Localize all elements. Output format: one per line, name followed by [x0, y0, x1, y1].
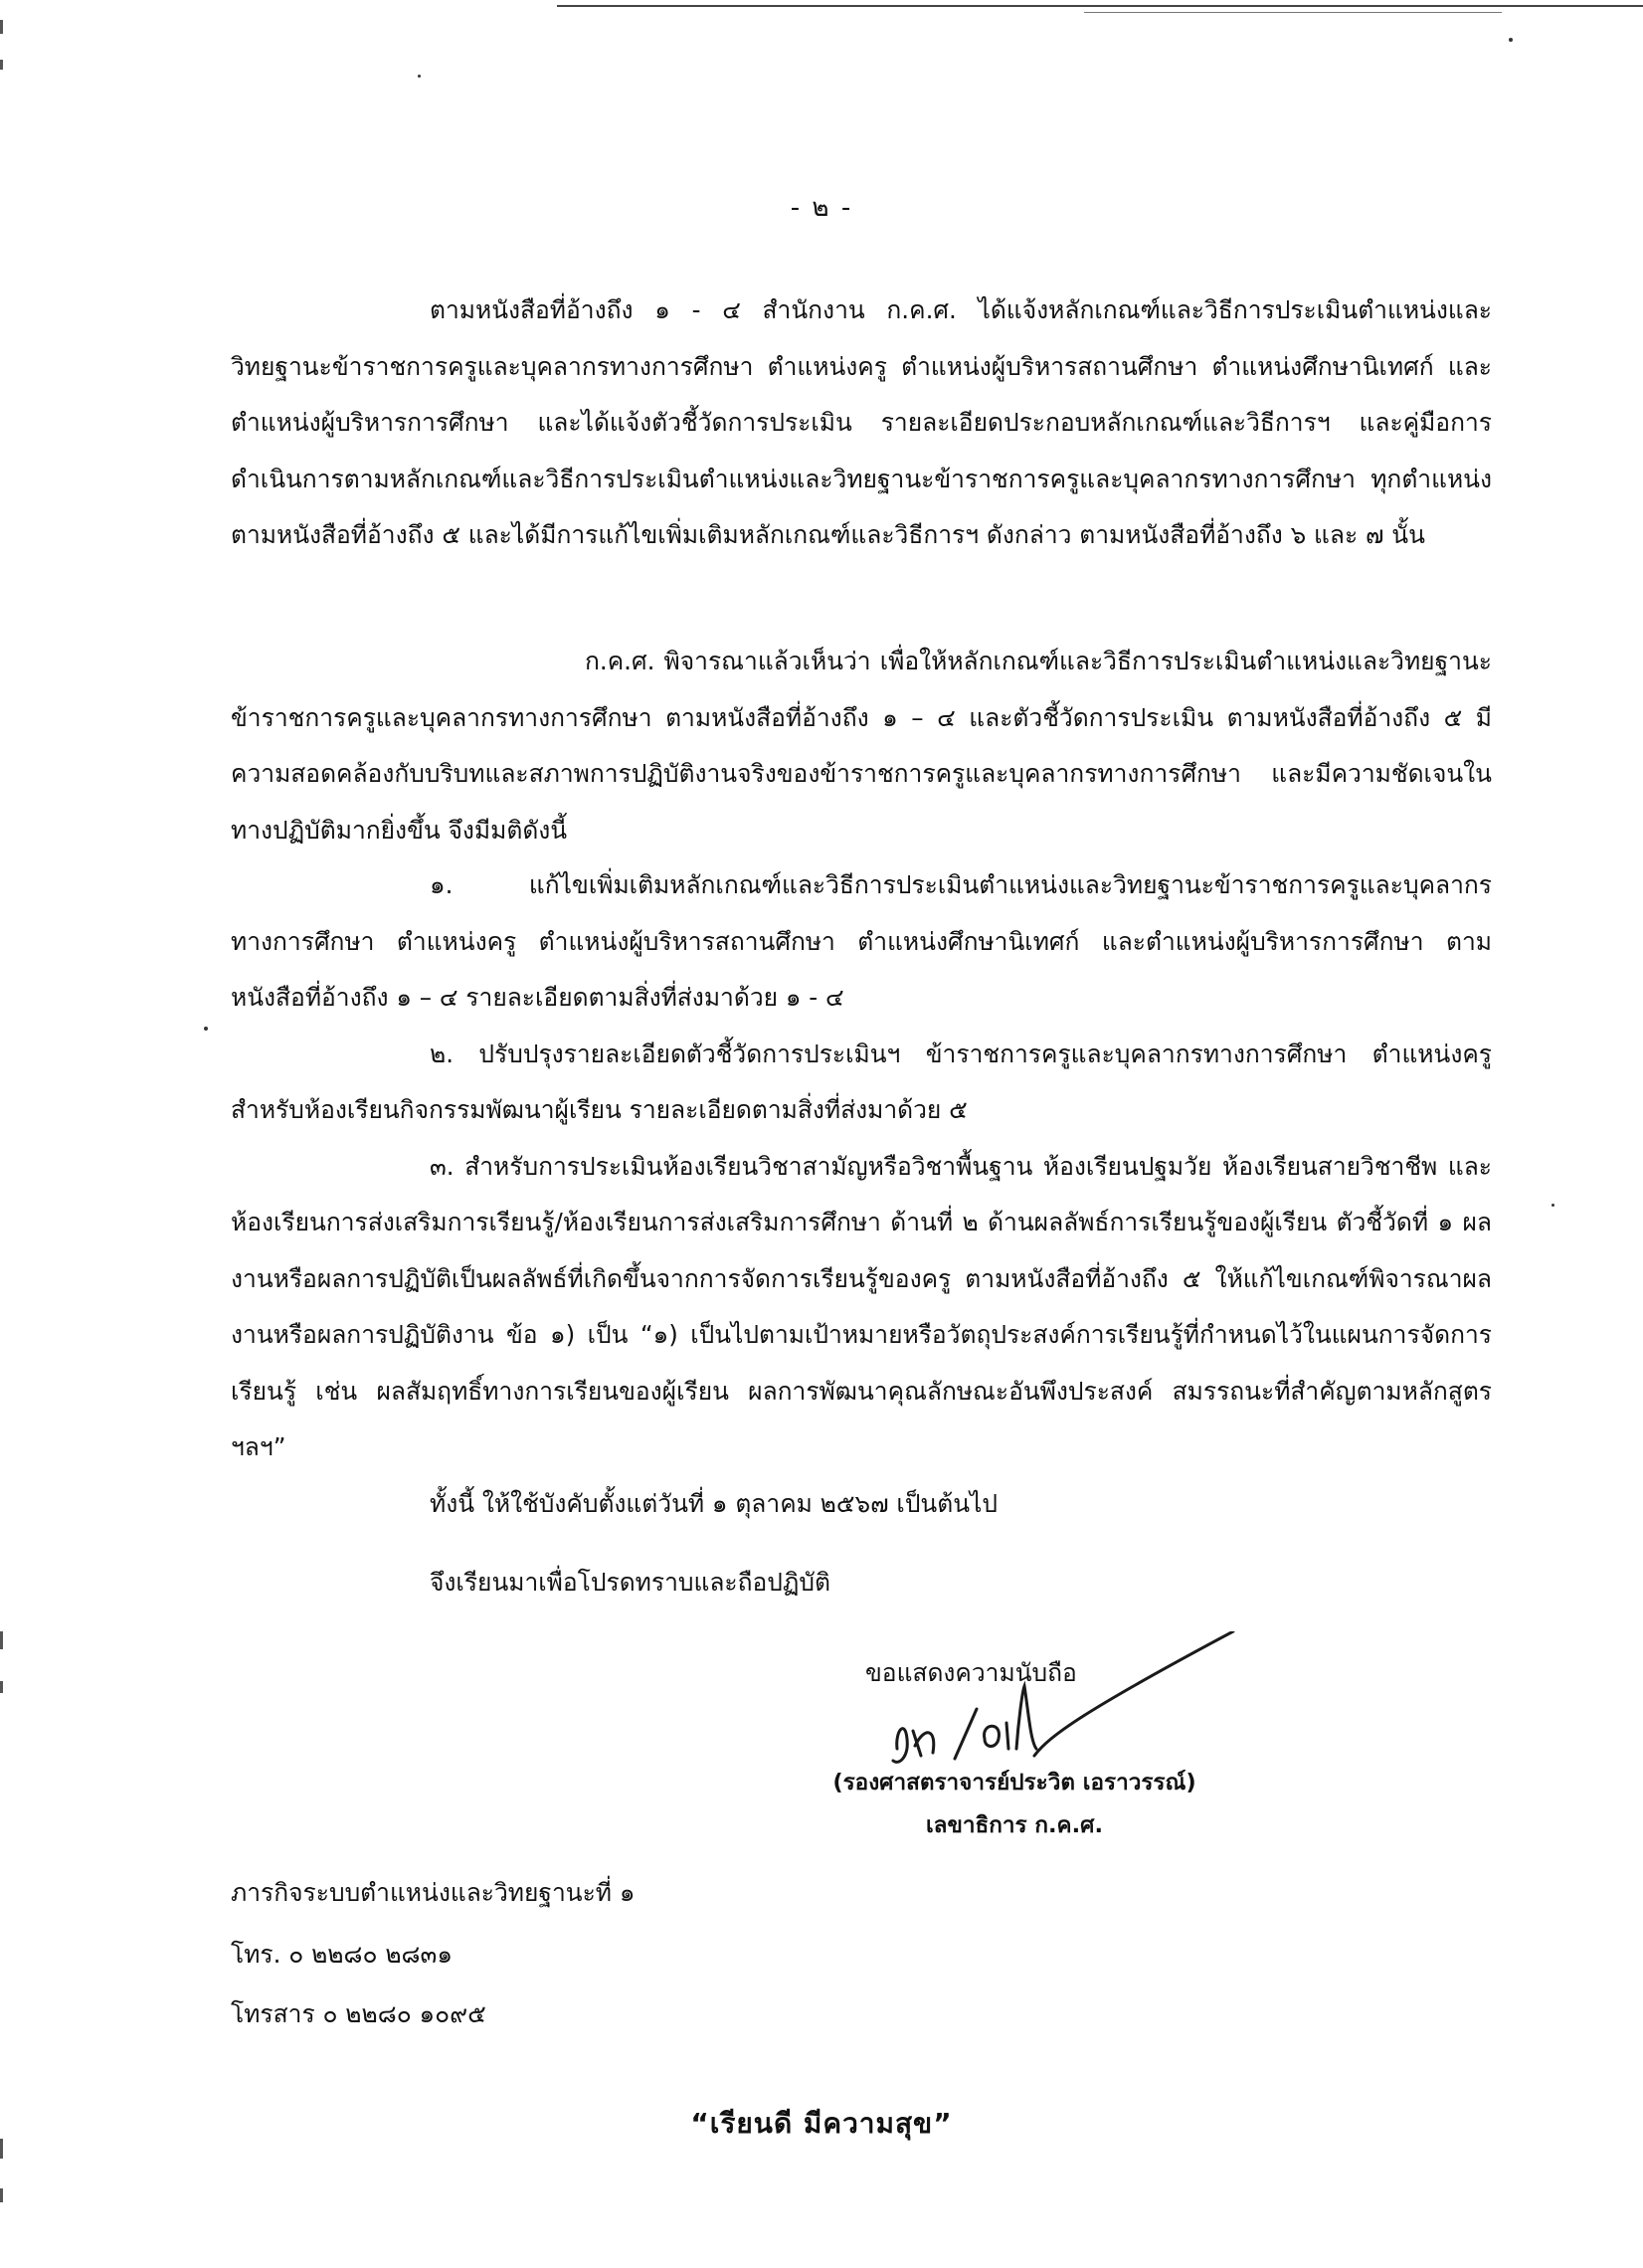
top-border-line-secondary — [1084, 12, 1502, 13]
scan-edge-mark — [0, 2188, 3, 2202]
resolution-item-3: ๓. สำหรับการประเมินห้องเรียนวิชาสามัญหรือวิชาพื้นฐาน ห้องเรียนปฐมวัย ห้องเรียนสายวิชาชีพ และห้องเรียนการส่งเสริมการเรียนรู้/ห้องเรียนการส่งเสริมการศึกษา ด้านที่ ๒ ด้านผลลัพธ์การเรียนรู้ของผู้เรียน ตัวชี้วัดที่ ๑ ผลงานหรือผลการปฏิบัติเป็นผลลัพธ์ที่เกิดขึ้นจากการจัดการเรียนรู้ของครู ตามหนังสือที่อ้างถึง ๕ ให้แก้ไขเกณฑ์พิจารณาผลงานหรือผลการปฏิบัติงาน ข้อ ๑) เป็น “๑) เป็นไปตามเป้าหมายหรือวัตถุประสงค์การเรียนรู้ที่กำหนดไว้ในแผนการจัดการเรียนรู้ เช่น ผลสัมฤทธิ์ทางการเรียนของผู้เรียน ผลการพัฒนาคุณลักษณะอันพึงประสงค์ สมรรถนะที่สำคัญตามหลักสูตร ฯลฯ” — [231, 1151, 1492, 1461]
contact-phone: โทร. ๐ ๒๒๘๐ ๒๘๓๑ — [231, 1940, 453, 1969]
scan-edge-mark — [0, 60, 3, 70]
contact-fax: โทรสาร ๐ ๒๒๘๐ ๑๐๙๕ — [231, 1999, 486, 2028]
scan-edge-mark — [0, 1681, 3, 1693]
scan-edge-mark — [0, 1631, 3, 1649]
scan-speck — [418, 75, 421, 78]
scan-speck — [1509, 38, 1513, 42]
signer-title: เลขาธิการ ก.ค.ศ. — [925, 1812, 1103, 1838]
resolution-item-1: ๑. แก้ไขเพิ่มเติมหลักเกณฑ์และวิธีการประเมินตำแหน่งและวิทยฐานะข้าราชการครูและบุคลากรทางการศึกษา ตำแหน่งครู ตำแหน่งผู้บริหารสถานศึกษา ตำแหน่งศึกษานิเทศก์ และตำแหน่งผู้บริหารการศึกษา ตามหนังสือที่อ้างถึง ๑ – ๔ รายละเอียดตามสิ่งที่ส่งมาด้วย ๑ - ๔ — [231, 870, 1492, 1012]
closing-request: จึงเรียนมาเพื่อโปรดทราบและถือปฏิบัติ — [430, 1568, 831, 1597]
scan-speck — [204, 1027, 208, 1031]
page-number: - ๒ - — [790, 193, 853, 223]
resolution-items — [231, 857, 1492, 1532]
scan-edge-mark — [0, 20, 3, 34]
closing-regards: ขอแสดงความนับถือ — [865, 1658, 1077, 1687]
paragraph-references: ตามหนังสือที่อ้างถึง ๑ - ๔ สำนักงาน ก.ค.ศ. ได้แจ้งหลักเกณฑ์และวิธีการประเมินตำแหน่งและวิทยฐานะข้าราชการครูและบุคลากรทางการศึกษา ตำแหน่งครู ตำแหน่งผู้บริหารสถานศึกษา ตำแหน่งศึกษานิเทศก์ และตำแหน่งผู้บริหารการศึกษา และได้แจ้งตัวชี้วัดการประเมิน รายละเอียดประกอบหลักเกณฑ์และวิธีการฯ และคู่มือการดำเนินการตามหลักเกณฑ์และวิธีการประเมินตำแหน่งและวิทยฐานะข้าราชการครูและบุคลากรทางการศึกษา ทุกตำแหน่ง ตามหนังสือที่อ้างถึง ๕ และได้มีการแก้ไขเพิ่มเติมหลักเกณฑ์และวิธีการฯ ดังกล่าว ตามหนังสือที่อ้างถึง ๖ และ ๗ นั้น — [231, 295, 1492, 549]
signer-name: (รองศาสตราจารย์ประวิต เอราวรรณ์) — [832, 1770, 1196, 1796]
top-border-line — [557, 5, 1643, 7]
resolution-item-2: ๒. ปรับปรุงรายละเอียดตัวชี้วัดการประเมินฯ ข้าราชการครูและบุคลากรทางการศึกษา ตำแหน่งครู สำหรับห้องเรียนกิจกรรมพัฒนาผู้เรียน รายละเอียดตามสิ่งที่ส่งมาด้วย ๕ — [231, 1039, 1492, 1124]
effective-date-line: ทั้งนี้ ให้ใช้บังคับตั้งแต่วันที่ ๑ ตุลาคม ๒๕๖๗ เป็นต้นไป — [430, 1488, 999, 1518]
footer-motto: “เรียนดี มีความสุข” — [690, 2107, 953, 2140]
paragraph-resolution: ก.ค.ศ. พิจารณาแล้วเห็นว่า เพื่อให้หลักเกณฑ์และวิธีการประเมินตำแหน่งและวิทยฐานะข้าราชการครูและบุคลากรทางการศึกษา ตามหนังสือที่อ้างถึง ๑ – ๔ และตัวชี้วัดการประเมิน ตามหนังสือที่อ้างถึง ๕ มีความสอดคล้องกับบริบทและสภาพการปฏิบัติงานจริงของข้าราชการครูและบุคลากรทางการศึกษา และมีความชัดเจนในทางปฏิบัติมากยิ่งขึ้น จึงมีมติดังนี้ — [231, 647, 1492, 845]
scan-speck — [1552, 1204, 1554, 1207]
contact-department: ภารกิจระบบตำแหน่งและวิทยฐานะที่ ๑ — [231, 1878, 636, 1907]
